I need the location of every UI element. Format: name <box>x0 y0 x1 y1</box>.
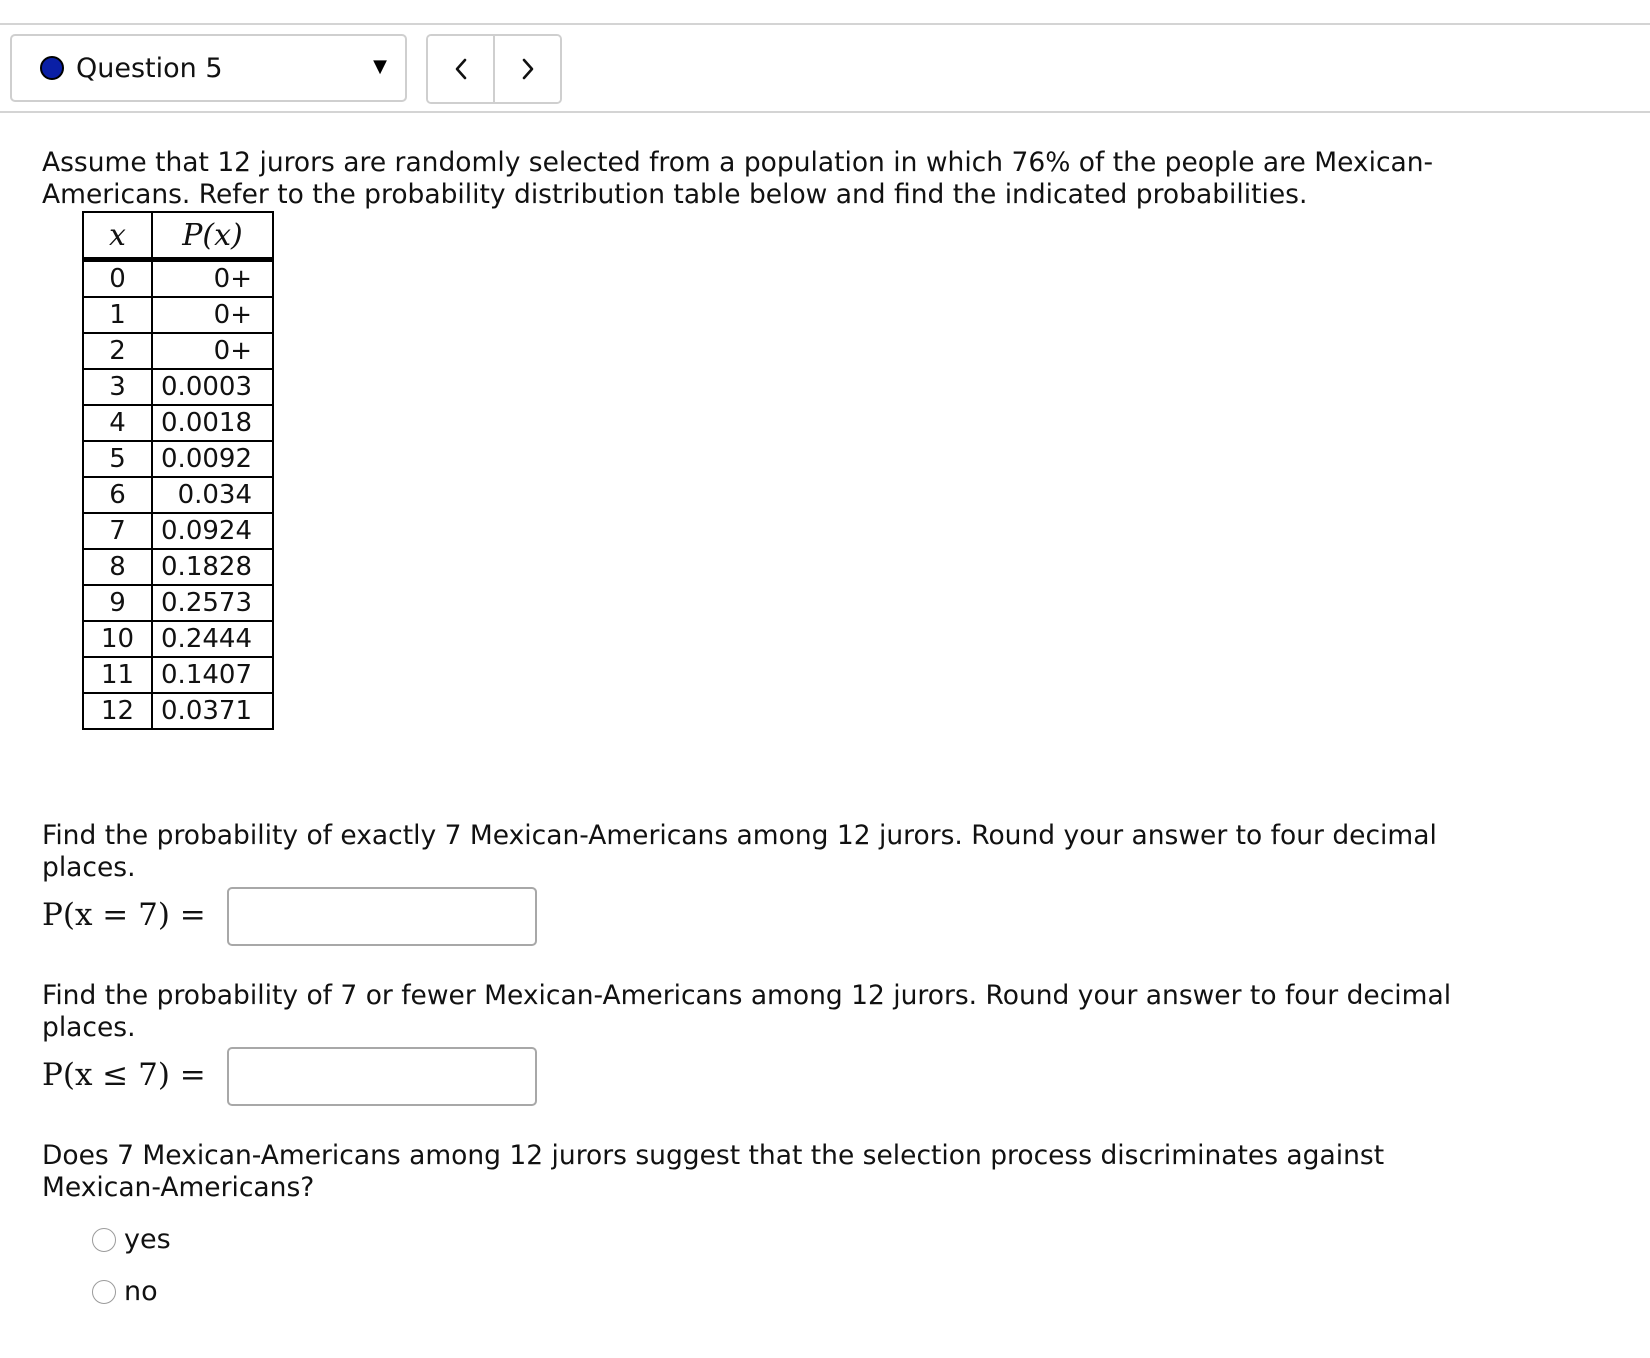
x-cell: 10 <box>83 621 152 657</box>
table-row <box>83 513 273 549</box>
table-row <box>83 260 273 298</box>
table-row <box>83 477 273 513</box>
p-cell: 0.0924 <box>152 513 273 549</box>
question-intro: Assume that 12 jurors are randomly selected from a population in which 76% of the people are Mexican-Americans. Refer to the probability distribution table below and find the indicated probabilities. <box>42 147 1434 210</box>
p-cell: 0.0371 <box>152 693 273 729</box>
p-cell: 0.034 <box>152 477 273 513</box>
no-radio[interactable] <box>92 1280 116 1304</box>
x-cell: 11 <box>83 657 152 693</box>
x-cell: 9 <box>83 585 152 621</box>
p-cell: 0.1828 <box>152 549 273 585</box>
p-cell: 0.0018 <box>152 405 273 441</box>
table-row <box>83 549 273 585</box>
x-cell: 4 <box>83 405 152 441</box>
p-cell: 0.0092 <box>152 441 273 477</box>
table-header-px: P(x) <box>152 212 273 260</box>
p-cell: 0+ <box>152 297 273 333</box>
table-row <box>83 297 273 333</box>
p-cell: 0.1407 <box>152 657 273 693</box>
option-no-label: no <box>124 1276 158 1307</box>
status-dot <box>40 56 64 80</box>
top-divider <box>0 23 1650 25</box>
p-cell: 0+ <box>152 260 273 298</box>
part2-answer-input[interactable] <box>227 1047 537 1106</box>
x-cell: 8 <box>83 549 152 585</box>
x-cell: 6 <box>83 477 152 513</box>
p-cell: 0+ <box>152 333 273 369</box>
x-cell: 12 <box>83 693 152 729</box>
x-cell: 1 <box>83 297 152 333</box>
table-row <box>83 657 273 693</box>
part1-expression: P(x = 7) = <box>42 897 206 933</box>
yes-radio[interactable] <box>92 1228 116 1252</box>
p-cell: 0.0003 <box>152 369 273 405</box>
table-row <box>83 405 273 441</box>
option-no[interactable] <box>92 1276 158 1307</box>
part2-prompt: Find the probability of 7 or fewer Mexican-Americans among 12 jurors. Round your answer to four decimal places. <box>42 980 1452 1043</box>
next-question-button[interactable] <box>495 36 560 102</box>
x-cell: 7 <box>83 513 152 549</box>
previous-question-button[interactable] <box>428 36 495 102</box>
option-yes[interactable] <box>92 1224 171 1255</box>
part3-prompt: Does 7 Mexican-Americans among 12 jurors suggest that the selection process discriminates against Mexican-Americans? <box>42 1140 1385 1203</box>
part2-expression: P(x ≤ 7) = <box>42 1057 206 1093</box>
probability-table <box>82 211 274 730</box>
chevron-left-icon <box>453 57 469 81</box>
x-cell: 3 <box>83 369 152 405</box>
table-row <box>83 441 273 477</box>
table-row <box>83 585 273 621</box>
table-row <box>83 693 273 729</box>
part1-answer-input[interactable] <box>227 887 537 946</box>
header-divider <box>0 111 1650 113</box>
chevron-right-icon <box>520 57 536 81</box>
part1-prompt: Find the probability of exactly 7 Mexican-Americans among 12 jurors. Round your answer to four decimal places. <box>42 820 1437 883</box>
table-header-x: x <box>83 212 152 260</box>
table-row <box>83 369 273 405</box>
x-cell: 2 <box>83 333 152 369</box>
caret-down-icon: ▼ <box>373 56 387 77</box>
question-selector[interactable] <box>10 34 407 102</box>
question-label: Question 5 <box>76 52 223 84</box>
x-cell: 5 <box>83 441 152 477</box>
option-yes-label: yes <box>124 1224 171 1255</box>
x-cell: 0 <box>83 260 152 298</box>
table-row <box>83 621 273 657</box>
p-cell: 0.2573 <box>152 585 273 621</box>
p-cell: 0.2444 <box>152 621 273 657</box>
table-row <box>83 333 273 369</box>
question-nav <box>426 34 562 104</box>
